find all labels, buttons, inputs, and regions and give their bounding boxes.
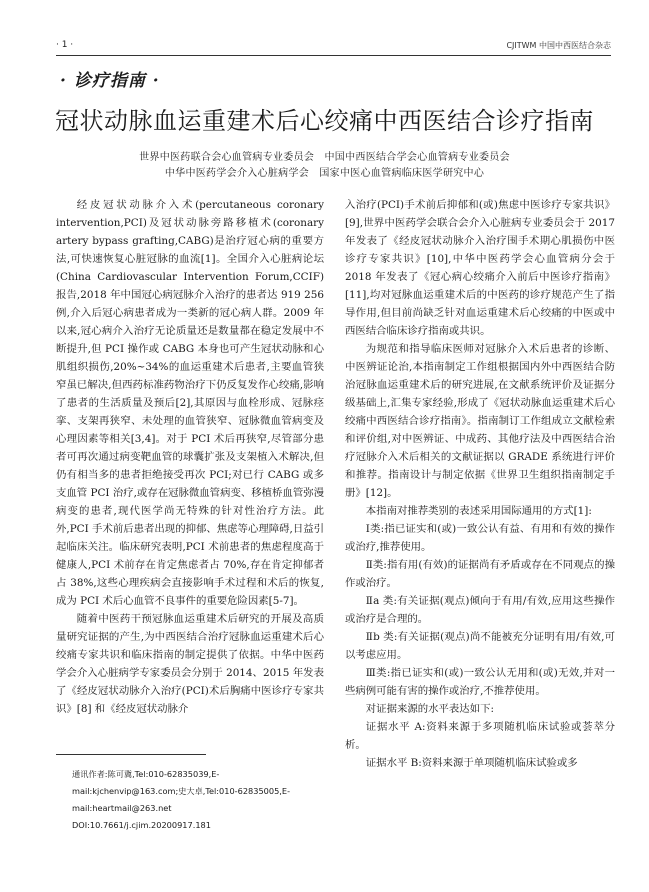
header-divider — [56, 55, 611, 56]
section-label: · 诊疗指南 · — [60, 71, 160, 91]
page-number: · 1 · — [56, 40, 74, 50]
footnote-divider — [56, 754, 206, 755]
recommendation-class-2: Ⅱ类:指有用(有效)的证据尚有矛盾或存在不同观点的操作或治疗。 — [345, 559, 615, 589]
author-affiliations — [60, 150, 589, 182]
author-line-1: 世界中医药联合会心血管病专业委员会 中国中西医结合学会心血管病专业委员会 — [139, 152, 510, 163]
recommendation-class-1: Ⅰ类:指已证实和(或)一致公认有益、有用和有效的操作或治疗,推荐使用。 — [345, 523, 615, 553]
page-header — [56, 36, 611, 54]
evidence-level-b: 证据水平 B:资料来源于单项随机临床试验或多 — [365, 757, 578, 769]
doi-note: DOI:10.7661/j.cjim.20200917.181 — [72, 820, 211, 830]
article-title: 冠状动脉血运重建术后心绞痛中西医结合诊疗指南 — [55, 107, 594, 135]
paragraph-purpose: 为规范和指导临床医师对冠脉介入术后患者的诊断、中医辨证论治,本指南制定工作组根据国内外中西医结合防治冠脉血运重建术后的研究进展,在文献系统评价及证据分级基础上,汇集专家经验,形成了《冠状动脉血运重建术后心绞痛中西医结合诊疗指南》。指南制订工作组成立文献检索和评价组,对中医辨证、中成药、其他疗法及中西医结合治疗冠脉介入术后相关的文献证据以 GRADE 系统进行评价和推荐。指南设计与制定依据《世界卫生组织指南制定手册》[12]。 — [345, 343, 615, 499]
paragraph-evidence: 随着中医药干预冠脉血运重建术后研究的开展及高质量研究证据的产生,为中西医结合治疗冠脉血运重建术后心绞痛专家共识和临床指南的制定提供了依据。中华中医药学会介入心脏病学专家委员会分别于 2014、2015 年发表了《经皮冠状动脉介入治疗(PCI)术后胸痛中医诊疗专家共识》[8] 和《经皮冠状动脉介 — [56, 613, 324, 715]
right-column — [345, 196, 615, 772]
recommendation-class-2a: Ⅱa 类:有关证据(观点)倾向于有用/有效,应用这些操作或治疗是合理的。 — [345, 595, 615, 625]
left-column — [56, 196, 324, 718]
recommendation-class-2b: Ⅱb 类:有关证据(观点)尚不能被充分证明有用/有效,可以考虑应用。 — [345, 631, 615, 661]
journal-name: CJITWM 中国中西医结合杂志 — [506, 41, 611, 50]
recommendation-class-3: Ⅲ类:指已证实和(或)一致公认无用和(或)无效,并对一些病例可能有害的操作或治疗,不推荐使用。 — [345, 667, 615, 697]
paragraph-continued: 入治疗(PCI)手术前后抑郁和(或)焦虑中医诊疗专家共识》[9],世界中医药学会联合会介入心脏病专业委员会于 2017 年发表了《经皮冠状动脉介入治疗围手术期心肌损伤中医诊疗专家共识》[10],中华中医药学会心血管病分会于 2018 年发表了《冠心病心绞痛介入前后中医诊疗指南》[11],均对冠脉血运重建术后的中医药的诊疗规范产生了指导作用,但目前尚缺乏针对血运重建术后心绞痛的中医或中西医结合临床诊疗指南或共识。 — [345, 199, 615, 337]
correspondence-note: 通讯作者:陈可冀,Tel:010-62835039,E-mail:kjchenvip@163.com;史大卓,Tel:010-62835005,E-mail:heartmail@263.net — [72, 769, 291, 813]
paragraph-intro: 经皮冠状动脉介入术(percutaneous coronary intervention,PCI)及冠状动脉旁路移植术(coronary artery bypass grafting,CABG)是治疗冠心病的重要方法,可快速恢复心脏冠脉的血流[1]。全国介入心脏病论坛(China Cardiovascular Intervention Forum,CCIF)报告,2018 年中国冠心病冠脉介入治疗的患者达 919 256 例,介入后冠心病患者成为一类新的冠心病人群。2009 年以来,冠心病介入治疗无论质量还是数量都在稳定发展中不断提升,但 PCI 操作或 CABG 本身也可产生冠状动脉和心肌组织损伤,20%~34%的血运重建术后患者,主要血管狭窄虽已解决,但西药标准药物治疗下仍反复发作心绞痛,影响了患者的生活质量及预后[2],其原因与血栓形成、冠脉痉挛、支架再狭窄、未处理的血管狭窄、冠脉微血管病变及心理因素等相关[3,4]。对于 PCI 术后再狭窄,尽管部分患者可再次通过病变靶血管的球囊扩张及支架植入术解决,但仍有相当多的患者拒绝接受再次 PCI;对已行 CABG 或多支血管 PCI 治疗,或存在冠脉微血管病变、移植桥血管弥漫病变的患者,现代医学尚无特殊的针对性治疗方法。此外,PCI 手术前后患者出现的抑郁、焦虑等心理障碍,日益引起临床关注。临床研究表明,PCI 术前患者的焦虑程度高于健康人,PCI 术前存在肯定焦虑者占 70%,存在肯定抑郁者占 38%,这些心理疾病会直接影响手术过程和术后的恢复,成为 PCI 术后心血管不良事件的重要危险因素[5-7]。 — [56, 199, 324, 607]
paragraph-recommendation-intro: 本指南对推荐类别的表述采用国际通用的方式[1]: — [365, 505, 592, 517]
evidence-level-a: 证据水平 A:资料来源于多项随机临床试验或荟萃分析。 — [345, 721, 615, 751]
footnotes — [56, 766, 318, 834]
author-line-2: 中华中医药学会介入心脏病学会 国家中医心血管病临床医学研究中心 — [164, 168, 485, 179]
evidence-level-intro: 对证据来源的水平表达如下: — [365, 703, 494, 715]
